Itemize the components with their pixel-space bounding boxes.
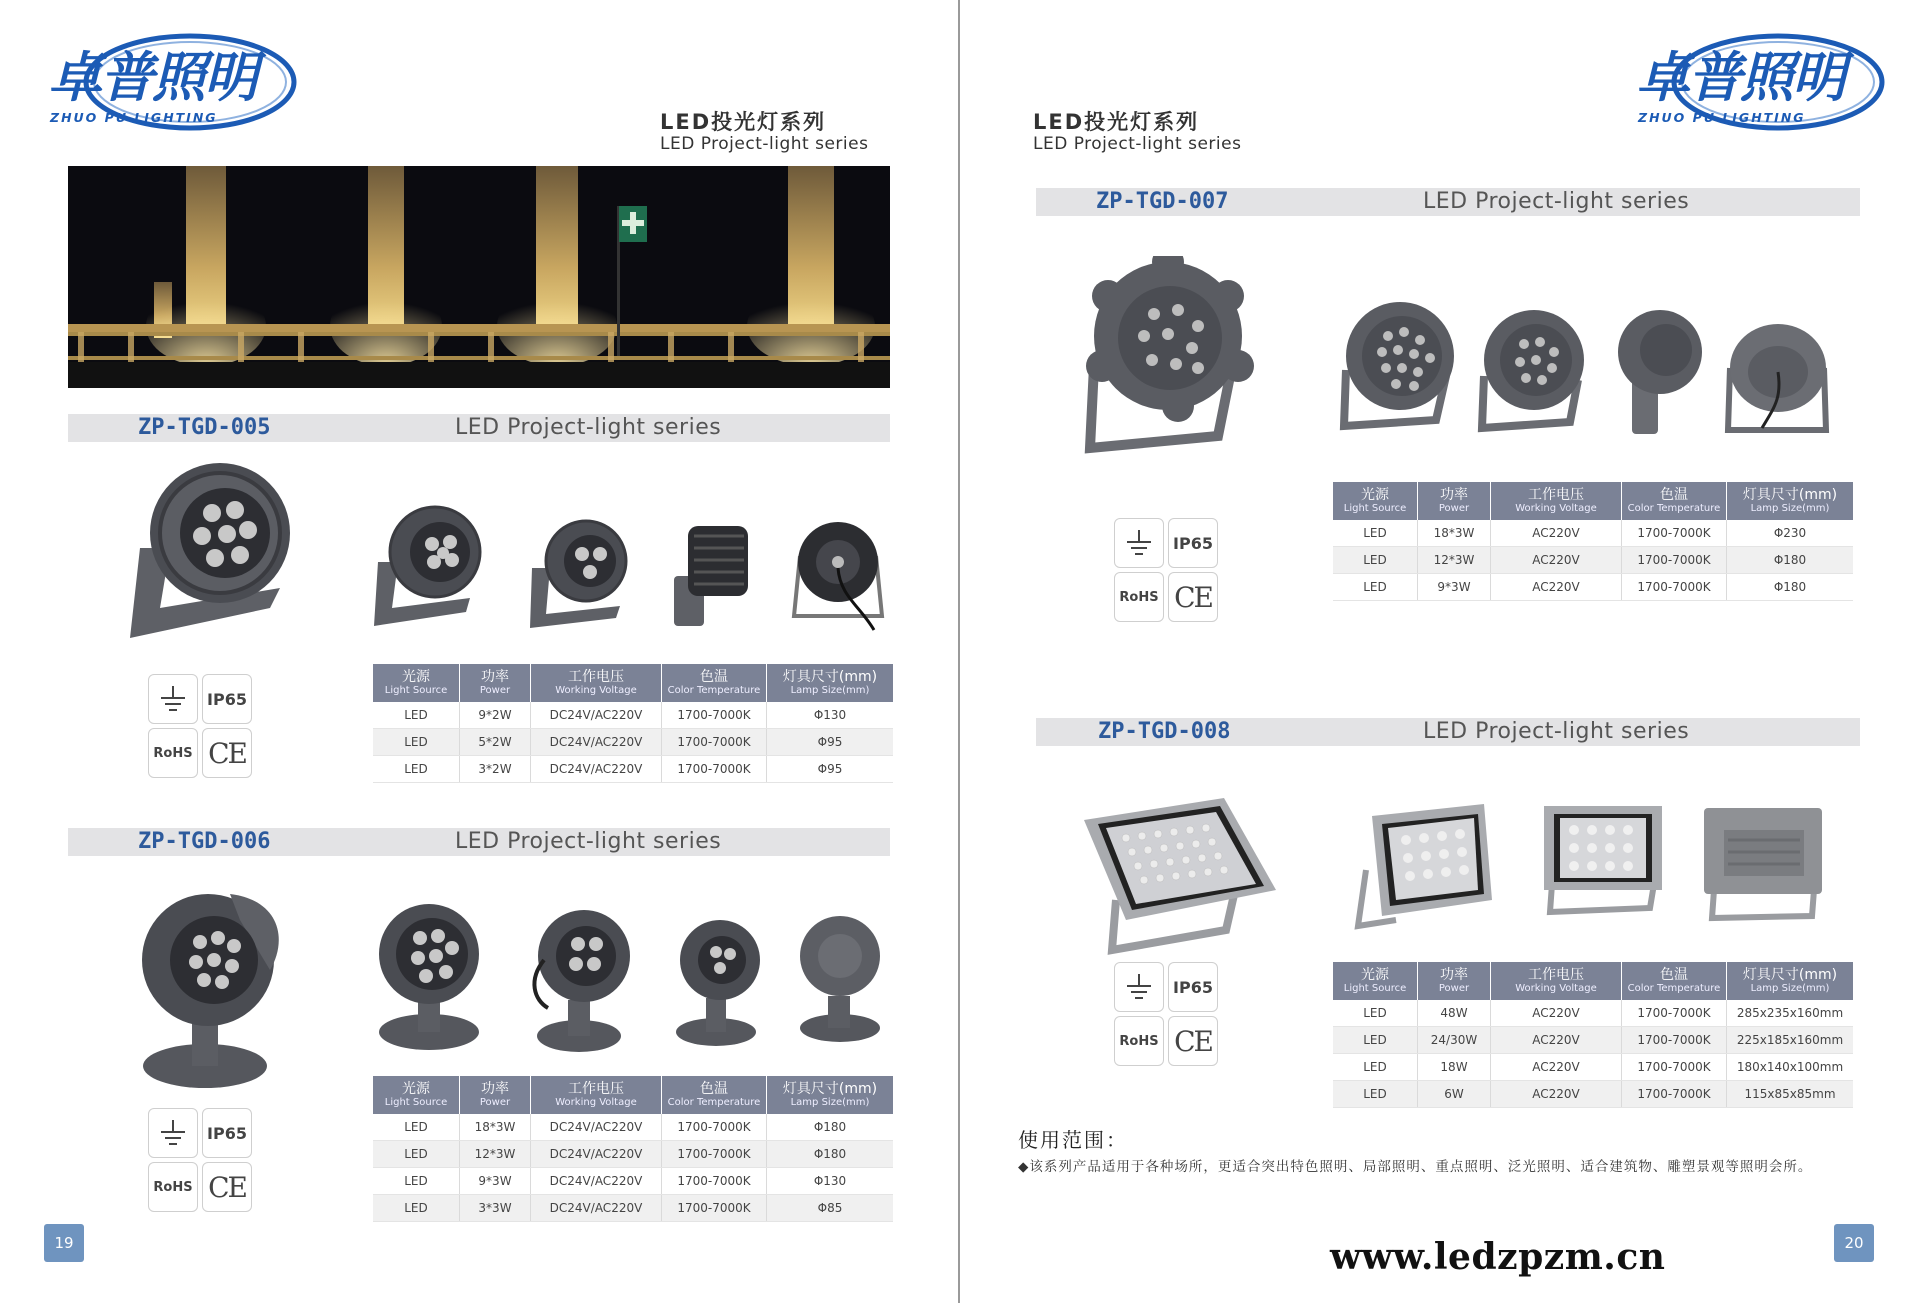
website-url: www.ledzpzm.cn	[1330, 1236, 1666, 1278]
spotlight-lamp-photo	[790, 910, 886, 1048]
rohs-badge: RoHS	[1114, 1016, 1164, 1066]
table-header-cell: 功率 Power	[1418, 482, 1491, 520]
table-header-cell: 灯具尺寸(mm) Lamp Size(mm)	[767, 1076, 894, 1114]
ce-mark-icon: CE	[202, 1162, 252, 1212]
table-header-cell: 功率 Power	[460, 1076, 531, 1114]
ip65-badge: IP65	[202, 674, 252, 724]
table-header-cell: 光源 Light Source	[373, 1076, 460, 1114]
spotlight-lamp-photo	[526, 516, 636, 636]
flood-lamp-photo	[1700, 800, 1826, 922]
ground-icon	[1114, 962, 1164, 1012]
table-header-cell: 功率 Power	[460, 664, 531, 702]
brand-name-cn: 卓普照明	[48, 46, 256, 109]
table-row: LED 24/30W AC220V 1700-7000K 225x185x160mm	[1333, 1027, 1853, 1054]
table-row: LED 6W AC220V 1700-7000K 115x85x85mm	[1333, 1081, 1853, 1108]
spotlight-lamp-photo	[130, 880, 290, 1094]
flood-lamp-photo	[1606, 306, 1702, 438]
section-header	[68, 828, 890, 856]
table-header-cell: 色温 Color Temperature	[662, 664, 767, 702]
usage-title: 使用范围：	[1018, 1128, 1128, 1152]
series-title-cn: LED投光灯系列	[660, 110, 827, 134]
brand-name-cn: 卓普照明	[1636, 46, 1844, 109]
table-header-cell: 工作电压 Working Voltage	[531, 1076, 662, 1114]
series-title-cn: LED投光灯系列	[1033, 110, 1200, 134]
page-number: 19	[44, 1224, 84, 1262]
spec-table	[1333, 482, 1853, 601]
rohs-badge: RoHS	[148, 1162, 198, 1212]
table-row: LED 3*2W DC24V/AC220V 1700-7000K Φ95	[373, 756, 893, 783]
table-row: LED 48W AC220V 1700-7000K 285x235x160mm	[1333, 1000, 1853, 1027]
spotlight-lamp-photo	[524, 900, 634, 1056]
table-row: LED 12*3W DC24V/AC220V 1700-7000K Φ180	[373, 1141, 893, 1168]
flood-lamp-photo	[1722, 318, 1834, 438]
section-header	[1036, 718, 1860, 746]
spotlight-lamp-photo	[370, 502, 490, 632]
spec-table	[373, 1076, 893, 1222]
ce-mark-icon: CE	[1168, 1016, 1218, 1066]
table-row: LED 18*3W AC220V 1700-7000K Φ230	[1333, 520, 1853, 547]
table-row: LED 3*3W DC24V/AC220V 1700-7000K Φ85	[373, 1195, 893, 1222]
flood-lamp-photo	[1474, 304, 1592, 434]
brand-name-en: ZHUO PU LIGHTING	[50, 110, 218, 125]
spec-table	[1333, 962, 1853, 1108]
section-header	[1036, 188, 1860, 216]
ground-icon	[148, 1108, 198, 1158]
table-row: LED 9*2W DC24V/AC220V 1700-7000K Φ130	[373, 702, 893, 729]
table-row: LED 9*3W AC220V 1700-7000K Φ180	[1333, 574, 1853, 601]
table-header-cell: 色温 Color Temperature	[1622, 962, 1727, 1000]
rohs-badge: RoHS	[1114, 572, 1164, 622]
table-header-cell: 工作电压 Working Voltage	[1491, 962, 1622, 1000]
table-row: LED 12*3W AC220V 1700-7000K Φ180	[1333, 547, 1853, 574]
flood-lamp-photo	[1336, 296, 1460, 432]
ce-mark-icon: CE	[1168, 572, 1218, 622]
series-title-en: LED Project-light series	[1033, 134, 1242, 154]
brand-logo	[40, 30, 300, 140]
rohs-badge: RoHS	[148, 728, 198, 778]
spotlight-lamp-photo	[668, 516, 758, 636]
spec-table	[373, 664, 893, 783]
flood-lamp-photo	[1538, 798, 1670, 916]
brand-logo	[1628, 30, 1888, 140]
usage-description: ◆该系列产品适用于各种场所，更适合突出特色照明、局部照明、重点照明、泛光照明、适合建筑物、雕塑景观等照明会所。	[1018, 1159, 1813, 1175]
table-header-cell: 灯具尺寸(mm) Lamp Size(mm)	[767, 664, 894, 702]
spotlight-lamp-photo	[374, 894, 484, 1054]
section-subtitle: LED Project-light series	[455, 829, 722, 854]
ip65-badge: IP65	[1168, 962, 1218, 1012]
table-header-cell: 光源 Light Source	[1333, 962, 1418, 1000]
ce-mark-icon: CE	[202, 728, 252, 778]
table-row: LED 18*3W DC24V/AC220V 1700-7000K Φ180	[373, 1114, 893, 1141]
table-header-cell: 工作电压 Working Voltage	[531, 664, 662, 702]
brand-name-en: ZHUO PU LIGHTING	[1638, 110, 1806, 125]
table-row: LED 5*2W DC24V/AC220V 1700-7000K Φ95	[373, 729, 893, 756]
ip65-badge: IP65	[202, 1108, 252, 1158]
ground-icon	[1114, 518, 1164, 568]
spotlight-lamp-photo	[668, 910, 764, 1050]
table-header-cell: 工作电压 Working Voltage	[1491, 482, 1622, 520]
ip65-badge: IP65	[1168, 518, 1218, 568]
flood-lamp-photo	[1076, 790, 1282, 960]
table-header-cell: 色温 Color Temperature	[662, 1076, 767, 1114]
table-header-cell: 灯具尺寸(mm) Lamp Size(mm)	[1727, 962, 1854, 1000]
table-header-cell: 光源 Light Source	[373, 664, 460, 702]
page-number: 20	[1834, 1224, 1874, 1262]
table-row: LED 18W AC220V 1700-7000K 180x140x100mm	[1333, 1054, 1853, 1081]
section-subtitle: LED Project-light series	[1423, 189, 1690, 214]
ground-icon	[148, 674, 198, 724]
spotlight-lamp-photo	[120, 458, 300, 658]
table-row: LED 9*3W DC24V/AC220V 1700-7000K Φ130	[373, 1168, 893, 1195]
section-subtitle: LED Project-light series	[455, 415, 722, 440]
series-title-en: LED Project-light series	[660, 134, 869, 154]
model-number: ZP-TGD-005	[138, 415, 271, 440]
model-number: ZP-TGD-007	[1096, 189, 1229, 214]
model-number: ZP-TGD-006	[138, 829, 271, 854]
section-subtitle: LED Project-light series	[1423, 719, 1690, 744]
table-header-cell: 光源 Light Source	[1333, 482, 1418, 520]
table-header-cell: 色温 Color Temperature	[1622, 482, 1727, 520]
model-number: ZP-TGD-008	[1098, 719, 1231, 744]
section-header	[68, 414, 890, 442]
table-header-cell: 灯具尺寸(mm) Lamp Size(mm)	[1727, 482, 1854, 520]
spotlight-lamp-photo	[790, 516, 886, 634]
night-scene-photo	[68, 166, 890, 388]
table-header-cell: 功率 Power	[1418, 962, 1491, 1000]
flood-lamp-photo	[1078, 256, 1254, 456]
page-spine	[958, 0, 960, 1303]
flood-lamp-photo	[1352, 800, 1496, 934]
